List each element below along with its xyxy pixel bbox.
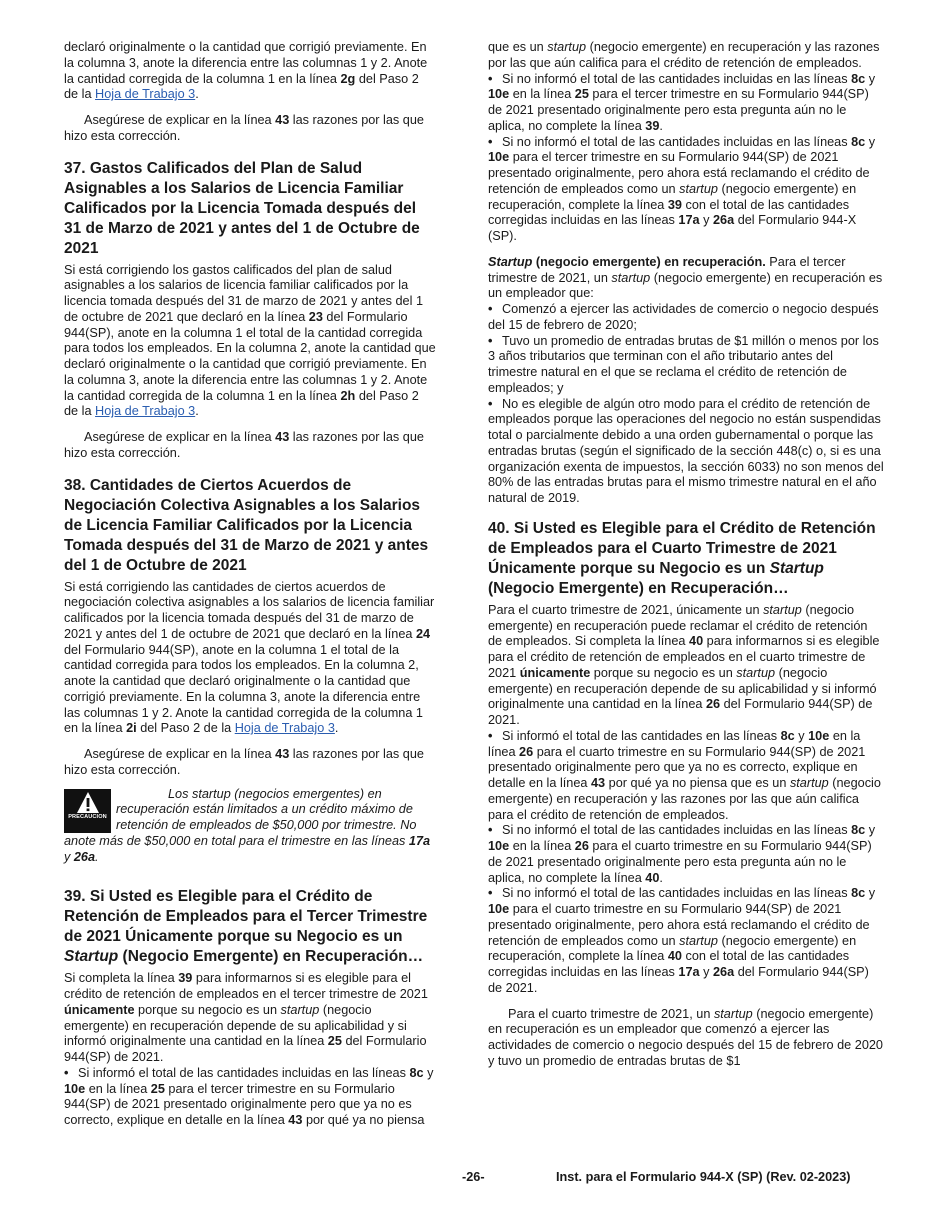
caution-text: Los startup (negocios emergentes) en recuperación están limitados a un crédito máximo de retención de empleados de $50,000 por trimestre. No anote más de $50,000 en total para el trimestre en las líneas 17a y 26a. — [64, 786, 431, 864]
heading-38: 38. Cantidades de Ciertos Acuerdos de Negociación Colectiva Asignables a los Salarios de Licencia Familiar Calificados por la Licencia Tomada después del 31 de Marzo de 2021 y antes del 1 de Octubre de 2021 — [64, 476, 429, 574]
bullet-item: • Si no informó el total de las cantidades incluidas en las líneas 8c y 10e para el cuarto trimestre en su Formulario 944(SP) de 2021 presentado originalmente, pero ahora está reclamando el crédito de retención de empleados como un startup (negocio emergente) en recuperación, complete la línea 40 con el total de las cantidades corregidas incluidas en las líneas 17a y 26a del Formulario 944(SP) de 2021. — [488, 886, 876, 995]
caution-note — [64, 787, 436, 866]
left-column — [64, 40, 436, 1129]
caution-icon — [64, 789, 111, 833]
recovery-startup-paragraph: Startup (negocio emergente) en recuperación. Para el tercer trimestre de 2021, un startup (negocio emergente) en recuperación es un empleador que: — [488, 254, 883, 301]
bullet-item: • Si informó el total de las cantidades en las líneas 8c y 10e en la línea 26 para el cuarto trimestre en su Formulario 944(SP) de 2021 presentado originalmente pero que ya no es correcto, explique en detalle en la línea 43 por qué ya no piensa que es un startup (negocio emergente) en recuperación y las razones por las que aún califica para el crédito de retención de empleados. — [488, 728, 881, 822]
bullet-item: • Tuvo un promedio de entradas brutas de $1 millón o menos por los 3 años tributarios que terminan con el año tributario antes del trimestre natural en el que se reclama el crédito de retención de empleados; y — [488, 333, 879, 395]
heading-39: 39. Si Usted es Elegible para el Crédito de Retención de Empleados para el Tercer Trimestre de 2021 Únicamente porque su Negocio es un Startup (Negocio Emergente) en Recuperación… — [64, 888, 428, 966]
paragraph-40: Para el cuarto trimestre de 2021, únicamente un startup (negocio emergente) en recuperación puede reclamar el crédito de retención de empleados. Si completa la línea 40 para informarnos si es elegible para el crédito de retención de empleados en el cuarto trimestre de 2021 únicamente porque su negocio es un startup (negocio emergente) en recuperación depende de su aplicabilidad y si informó originalmente una cantidad en la línea 26 del Formulario 944(SP) de 2021. — [488, 602, 880, 727]
right-column — [488, 40, 884, 1070]
form-title: Inst. para el Formulario 944-X (SP) (Rev. 02-2023) — [556, 1170, 851, 1184]
bullet-item: • Si no informó el total de las cantidades incluidas en las líneas 8c y 10e para el tercer trimestre en su Formulario 944(SP) de 2021 presentado originalmente, pero ahora está reclamando el crédito de retención de empleados como un startup (negocio emergente) en recuperación, complete la línea 39 con el total de las cantidades corregidas incluidas en las líneas 17a y 26a del Formulario 944-X (SP). — [488, 134, 876, 243]
explain-paragraph: Asegúrese de explicar en la línea 43 las razones por las que hizo esta corrección. — [64, 430, 424, 460]
bullet-item: • No es elegible de algún otro modo para el crédito de retención de empleados porque las operaciones del negocio no están suspendidas total o parcialmente debido a una orden gubernamental o porque las entradas brutas (según el significado de la sección 448(c) o, si es una organización exenta de impuestos, la sección 6033) no son menos del 80% de las entradas brutas para el mismo trimestre natural en el año natural de 2019. — [488, 396, 884, 505]
page-number: -26- — [462, 1170, 485, 1184]
bullet-item: • Si no informó el total de las cantidades incluidas en las líneas 8c y 10e en la línea 25 para el tercer trimestre en su Formulario 944(SP) de 2021 presentado originalmente pero esta pregunta aún no le aplica, no complete la línea 39. — [488, 71, 876, 133]
bullet-item: • Si no informó el total de las cantidades incluidas en las líneas 8c y 10e en la línea 26 para el cuarto trimestre en su Formulario 944(SP) de 2021 presentado originalmente pero esta pregunta aún no le aplica, no complete la línea 40. — [488, 823, 876, 885]
explain-paragraph: Asegúrese de explicar en la línea 43 las razones por las que hizo esta corrección. — [64, 747, 424, 777]
worksheet-3-link[interactable]: Hoja de Trabajo 3 — [234, 721, 335, 736]
worksheet-3-link[interactable]: Hoja de Trabajo 3 — [95, 87, 196, 102]
bullet-item: • Si informó el total de las cantidades incluidas en las líneas 8c y 10e en la línea 25 para el tercer trimestre en su Formulario 944(SP) de 2021 presentado originalmente pero que ya no es correcto, explique en detalle en la línea 43 por qué ya no piensa — [64, 1065, 434, 1127]
intro-paragraph: declaró originalmente o la cantidad que corrigió previamente. En la columna 3, anote la diferencia entre las columnas 1 y 2. Anote la cantidad corregida de la columna 1 en la línea 2g del Paso 2 de la Hoja de Trabajo 3. — [64, 40, 428, 102]
paragraph-38: Si está corrigiendo las cantidades de ciertos acuerdos de negociación colectiva asignables a los salarios de licencia familiar calificados por la licencia tomada después del 31 de marzo de 2021 y antes del 1 de octubre de 2021 que declaró en la línea 24 del Formulario 944(SP), anote en la columna 1 el total de la cantidad corregida para todos los empleados. En la columna 2, anote la cantidad que declaró originalmente o la cantidad que corrigió previamente. En la columna 3, anote la diferencia entre las columnas 1 y 2. Anote la cantidad corregida de la columna 1 en la línea 2i del Paso 2 de la Hoja de Trabajo 3. — [64, 579, 435, 736]
heading-40: 40. Si Usted es Elegible para el Crédito de Retención de Empleados para el Cuarto Trimestre de 2021 Únicamente porque su Negocio es un Startup (Negocio Emergente) en Recuperación… — [488, 519, 876, 597]
caution-label: PRECAUCION — [68, 813, 107, 820]
heading-37: 37. Gastos Calificados del Plan de Salud Asignables a los Salarios de Licencia Familiar Calificados por la Licencia Tomada después del 31 de Marzo de 2021 y antes del 1 de Octubre de 2021 — [64, 159, 420, 257]
paragraph-39: Si completa la línea 39 para informarnos si es elegible para el crédito de retención de empleados en el tercer trimestre de 2021 únicamente porque su negocio es un startup (negocio emergente) en recuperación depende de su aplicabilidad y si informó originalmente una cantidad en la línea 25 del Formulario 944(SP) de 2021. — [64, 971, 428, 1064]
warning-icon — [76, 791, 100, 815]
explain-paragraph: Asegúrese de explicar en la línea 43 las razones por las que hizo esta corrección. — [64, 113, 424, 143]
bullet-item: • Comenzó a ejercer las actividades de comercio o negocio después del 15 de febrero de 2020; — [488, 302, 879, 332]
paragraph-37: Si está corrigiendo los gastos calificados del plan de salud asignables a los salarios de licencia familiar calificados por la licencia tomada después del 31 de marzo de 2021 y antes del 1 de octubre de 2021 que declaró en la línea 23 del Formulario 944(SP), anote en la columna 1 el total de la cantidad corregida para todos los empleados. En la columna 2, anote la cantidad que declaró originalmente o la cantidad que corrigió previamente. En la columna 3, anote la diferencia entre las columnas 1 y 2. Anote la cantidad corregida de la columna 1 en la línea 2h del Paso 2 de la Hoja de Trabajo 3. — [64, 262, 436, 419]
worksheet-3-link[interactable]: Hoja de Trabajo 3 — [95, 404, 196, 419]
final-paragraph: Para el cuarto trimestre de 2021, un startup (negocio emergente) en recuperación es un empleador que comenzó a ejercer las actividades de comercio o negocio después del 15 de febrero de 2020 y tuvo un promedio de entradas brutas de $1 — [488, 1006, 883, 1068]
continued-paragraph: que es un startup (negocio emergente) en recuperación y las razones por las que aún califica para el crédito de retención de empleados. — [488, 40, 880, 70]
